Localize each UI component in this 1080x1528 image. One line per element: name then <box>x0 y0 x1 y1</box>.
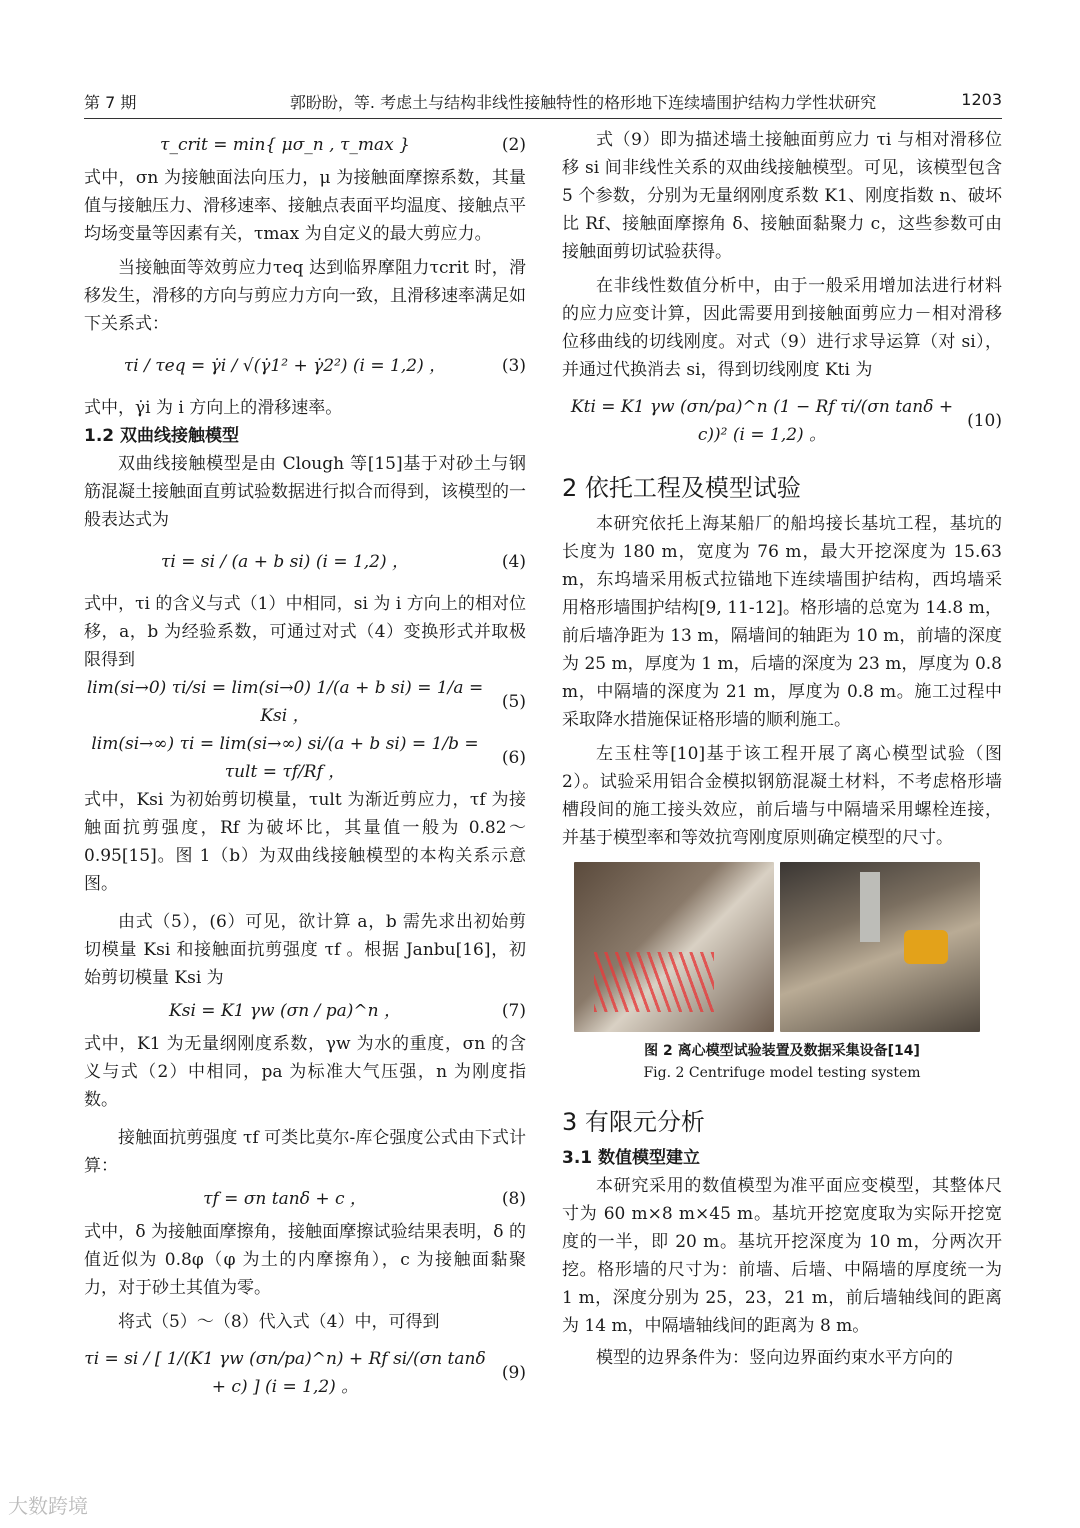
paragraph: 双曲线接触模型是由 Clough 等[15]基于对砂土与钢筋混凝土接触面直剪试验数据进行拟合而得到，该模型的一般表达式为 <box>84 454 526 530</box>
paragraph: 式中，γ̇i 为 i 方向上的滑移速率。 <box>84 398 343 418</box>
equation-2: τ_crit = min{ μσ_n , τ_max } (2) <box>160 135 526 155</box>
paragraph: 式（9）即为描述墙土接触面剪应力 τi 与相对滑移位移 si 间非线性关系的双曲线接触模型。可见，该模型包含 5 个参数，分别为无量纲刚度系数 K1、刚度指数 n、破坏比 Rf、接触面摩擦角 δ、接触面黏聚力 c，这些参数可由接触面剪切试验获得。 <box>562 130 1002 262</box>
equation-8: τf = σn tanδ + c ， (8) <box>203 1189 526 1209</box>
centrifuge-box-photo <box>574 862 774 1032</box>
page-number: 1203 <box>961 90 1002 109</box>
equation-3: τi / τeq = γ̇i / √(γ̇1² + γ̇2²) (i = 1,2) ， (3) <box>123 356 526 376</box>
paragraph: 式中，Ksi 为初始剪切模量，τult 为渐近剪应力，τf 为接触面抗剪强度，Rf 为破坏比，其量值一般为 0.82～0.95[15]。图 1（b）为双曲线接触模型的本构关系示意图。 <box>84 790 526 894</box>
page-header <box>84 88 1002 119</box>
watermark: 大数跨境 <box>8 1494 88 1518</box>
paragraph: 式中，σn 为接触面法向压力，μ 为接触面摩擦系数，其量值与接触压力、滑移速率、接触点表面平均温度、接触点平均场变量等因素有关，τmax 为自定义的最大剪应力。 <box>84 168 526 244</box>
left-column <box>84 126 526 1410</box>
paragraph: 接触面抗剪强度 τf 可类比莫尔-库仑强度公式由下式计算： <box>84 1128 526 1176</box>
equation-6: lim(si→∞) τi = lim(si→∞) si/(a + b si) = 1/b = τult = τf/Rf ， (6) <box>91 734 526 782</box>
paragraph: 当接触面等效剪应力τeq 达到临界摩阻力τcrit 时，滑移发生，滑移的方向与剪应力方向一致，且滑移速率满足如下关系式： <box>84 258 526 334</box>
equation-7: Ksi = K1 γw (σn / pa)^n ， (7) <box>169 1001 526 1021</box>
equation-9: τi = si / [ 1/(K1 γw (σn/pa)^n) + Rf si/(σn tanδ + c) ] (i = 1,2) 。 (9) <box>84 1349 526 1397</box>
equation-5: lim(si→0) τi/si = lim(si→0) 1/(a + b si) = 1/a = Ksi ， (5) <box>86 678 526 726</box>
section-heading-3: 3 有限元分析 <box>562 1108 705 1136</box>
issue-number: 第 7 期 <box>84 93 137 112</box>
section-heading-2: 2 依托工程及模型试验 <box>562 474 801 502</box>
paragraph: 本研究采用的数值模型为准平面应变模型，其整体尺寸为 60 m×8 m×45 m。基坑开挖宽度取为实际开挖宽度的一半，即 20 m。基坑开挖深度为 10 m，分两次开挖。格形墙的尺寸为：前墙、后墙、中隔墙的厚度统一为 1 m，深度分别为 25，23，21 m，前后墙轴线间的距离为 14 m，中隔墙轴线间的距离为 8 m。 <box>562 1176 1002 1336</box>
data-acquisition-photo <box>780 862 980 1032</box>
paragraph: 本研究依托上海某船厂的船坞接长基坑工程，基坑的长度为 180 m，宽度为 76 m，最大开挖深度为 15.63 m，东坞墙采用板式拉锚地下连续墙围护结构，西坞墙采用格形墙围护结构[9, 11-12]。格形墙的总宽为 14.8 m，前后墙净距为 13 m，隔墙间的轴距为 10 m，前墙的深度为 25 m，厚度为 1 m，后墙的深度为 23 m，厚度为 0.8 m，中隔墙的深度为 21 m，厚度为 0.8 m。施工过程中采取降水措施保证格形墙的顺利施工。 <box>562 514 1002 730</box>
section-heading-1-2: 1.2 双曲线接触模型 <box>84 426 240 446</box>
paragraph: 式中，τi 的含义与式（1）中相同，si 为 i 方向上的相对位移，a，b 为经验系数，可通过对式（4）变换形式并取极限得到 <box>84 594 526 670</box>
equation-10: Kti = K1 γw (σn/pa)^n (1 − Rf τi/(σn tanδ + c))² (i = 1,2) 。 (10) <box>570 397 1002 445</box>
paragraph: 在非线性数值分析中，由于一般采用增加法进行材料的应力应变计算，因此需要用到接触面剪应力－相对滑移位移曲线的切线刚度。对式（9）进行求导运算（对 si），并通过代换消去 si，得到切线刚度 Kti 为 <box>562 276 1002 380</box>
figure-2 <box>574 862 982 1032</box>
figure-caption-cn: 图 2 离心模型试验装置及数据采集设备[14] <box>644 1043 920 1059</box>
equation-4: τi = si / (a + b si) (i = 1,2) ， (4) <box>160 552 526 572</box>
paragraph: 模型的边界条件为：竖向边界面约束水平方向的 <box>596 1348 953 1368</box>
section-heading-3-1: 3.1 数值模型建立 <box>562 1148 701 1168</box>
paragraph: 将式（5）～（8）代入式（4）中，可得到 <box>118 1312 440 1332</box>
paragraph: 式中，δ 为接触面摩擦角，接触面摩擦试验结果表明，δ 的值近似为 0.8φ（φ 为土的内摩擦角），c 为接触面黏聚力，对于砂土其值为零。 <box>84 1222 526 1298</box>
running-title: 郭盼盼，等. 考虑土与结构非线性接触特性的格形地下连续墙围护结构力学性状研究 <box>289 93 877 112</box>
paragraph: 左玉柱等[10]基于该工程开展了离心模型试验（图 2）。试验采用铝合金模拟钢筋混凝土材料，不考虑格形墙槽段间的施工接头效应，前后墙与中隔墙采用螺栓连接，并基于模型率和等效抗弯刚度原则确定模型的尺寸。 <box>562 744 1002 848</box>
paragraph: 由式（5），(6）可见，欲计算 a，b 需先求出初始剪切模量 Ksi 和接触面抗剪强度 τf 。根据 Janbu[16]，初始剪切模量 Ksi 为 <box>84 912 526 988</box>
paragraph: 式中，K1 为无量纲刚度系数，γw 为水的重度，σn 的含义与式（2）中相同，pa 为标准大气压强，n 为刚度指数。 <box>84 1034 526 1110</box>
right-column <box>562 126 1002 1372</box>
figure-caption-en: Fig. 2 Centrifuge model testing system <box>643 1065 921 1081</box>
